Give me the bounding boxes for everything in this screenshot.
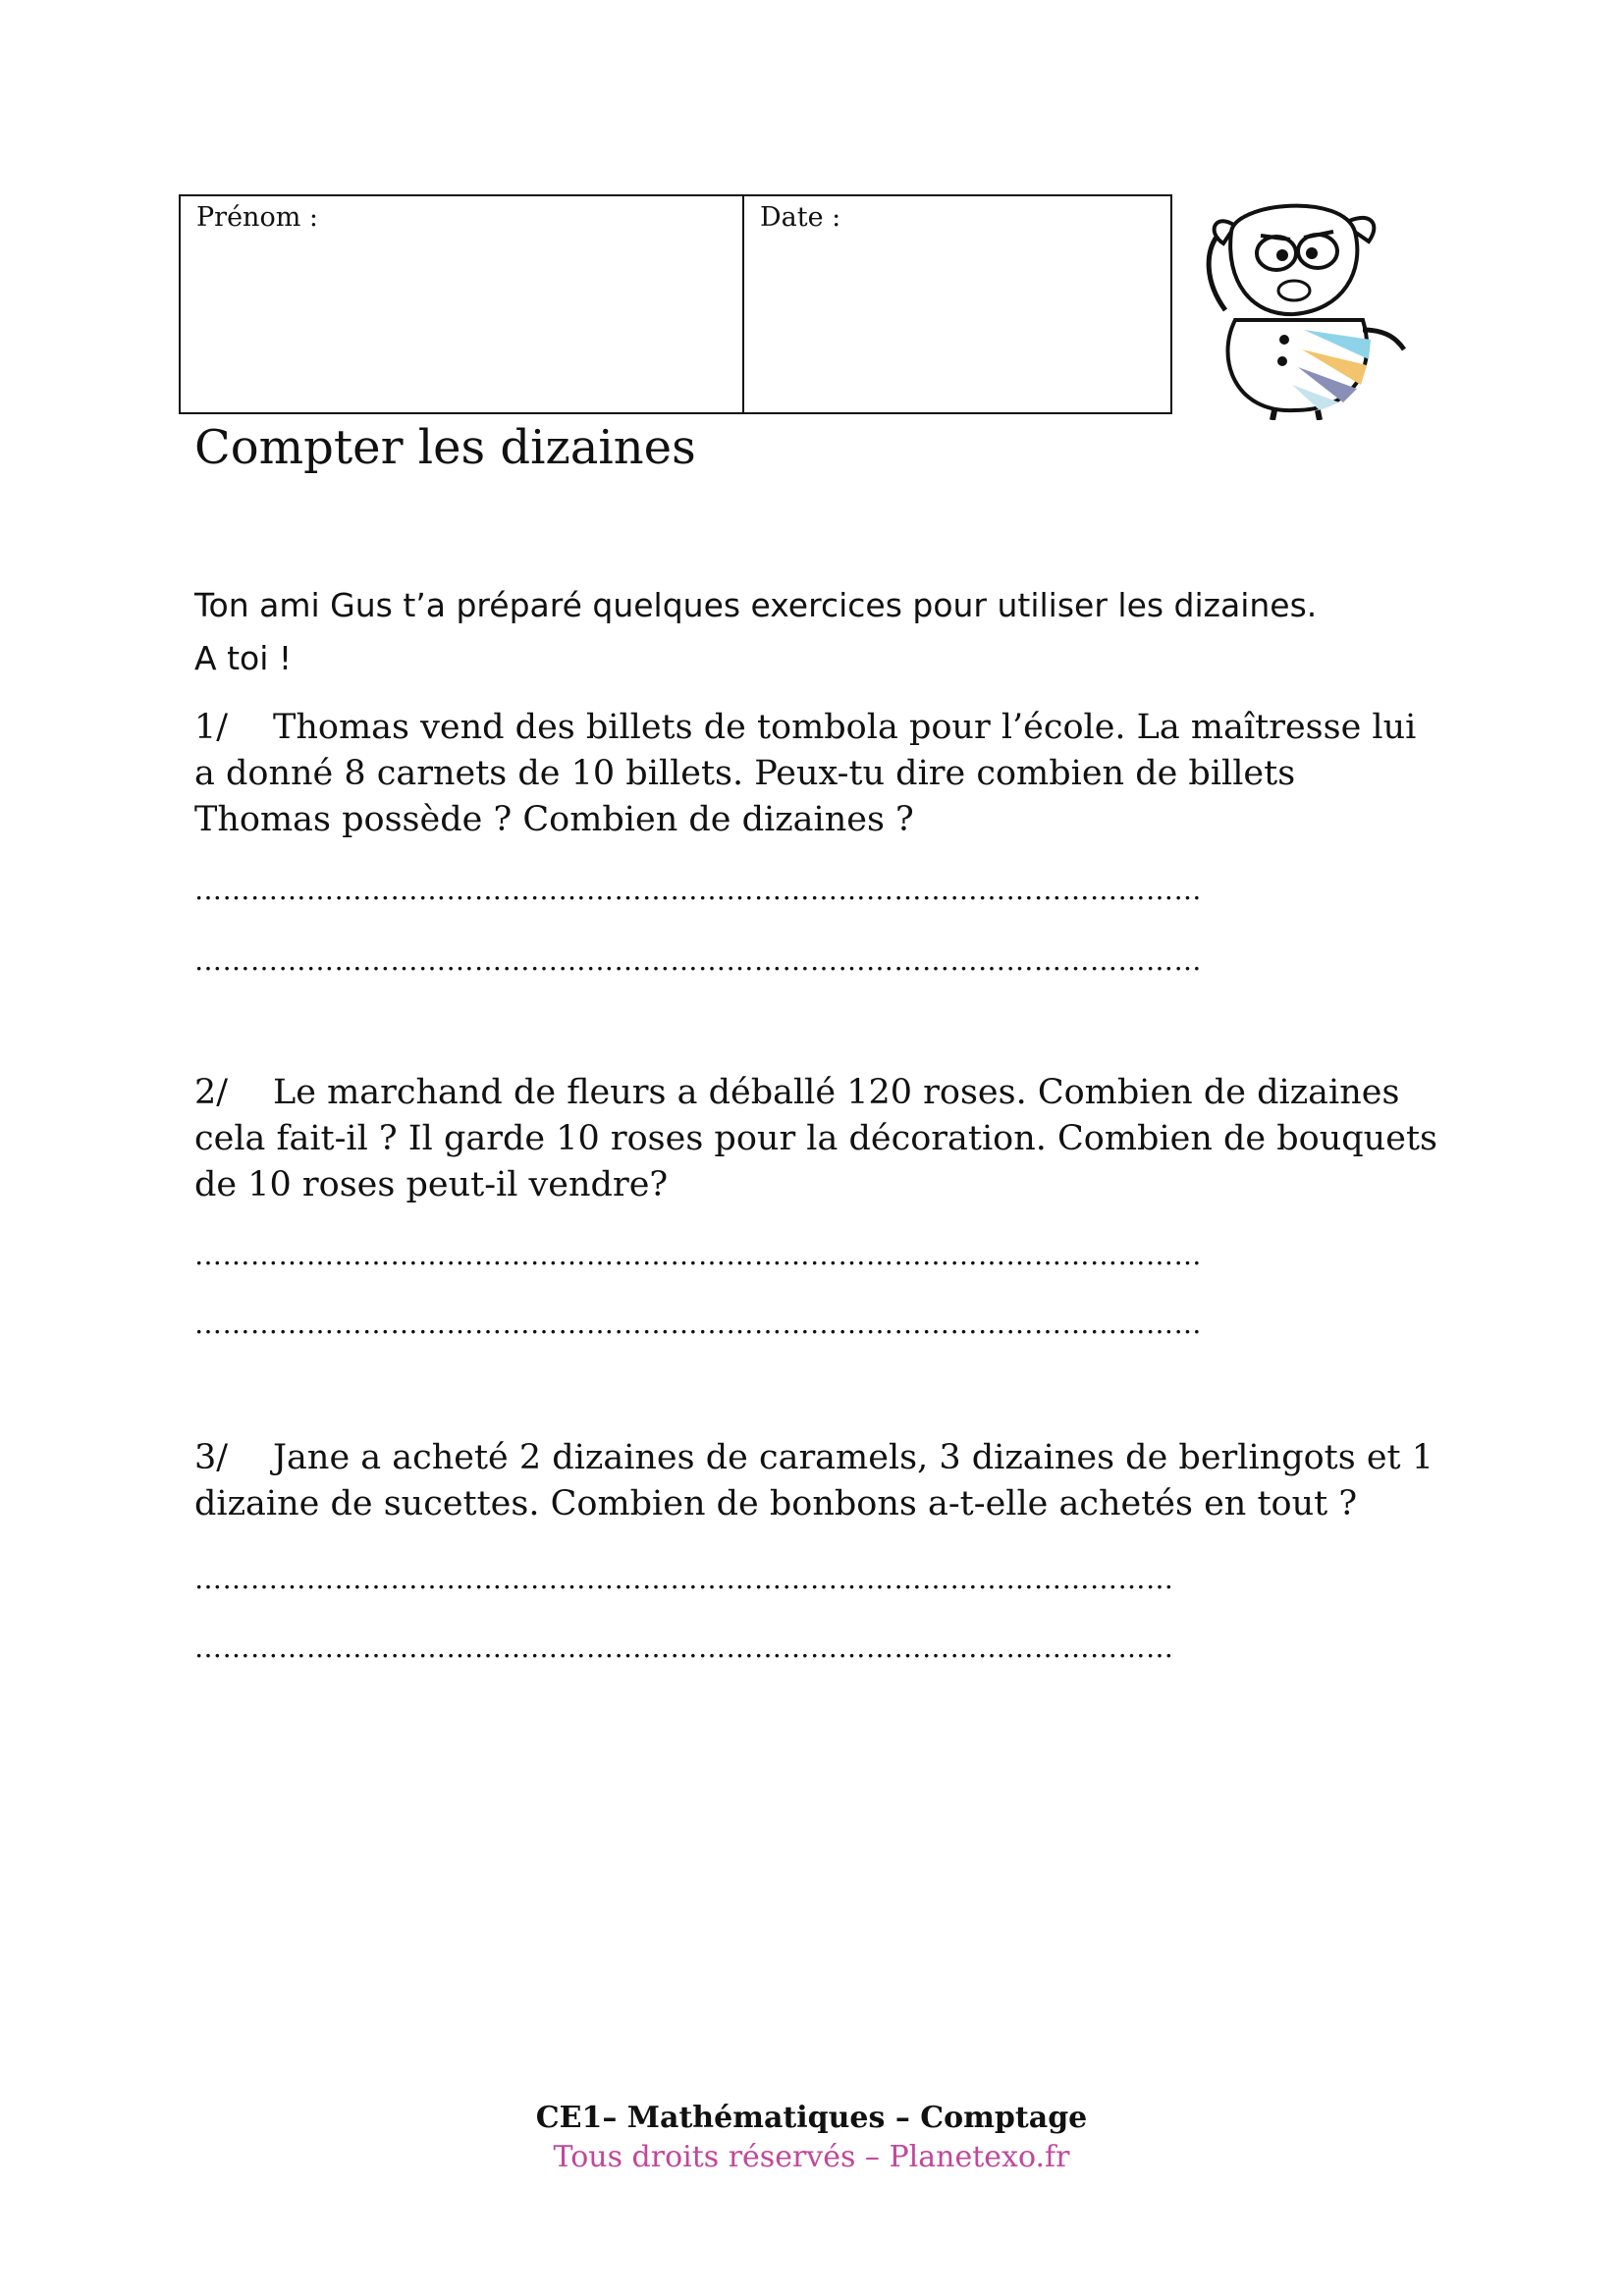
answer-line[interactable]: …………………………………………………………………………………………… [194,1563,1174,1595]
prenom-field[interactable] [181,196,744,412]
answer-line[interactable]: ……………………………………………………………………………………………… [194,1239,1202,1271]
answer-line[interactable]: ……………………………………………………………………………………………… [194,874,1202,906]
footer-copyright: Tous droits réservés – Planetexo.fr [553,2140,1070,2174]
intro-line-2: A toi ! [194,639,293,677]
exercise-number: 2/ [194,1073,229,1112]
exercise-number: 3/ [194,1438,229,1477]
exercise-text: Thomas vend des billets de tombola pour l’école. La maîtresse lui a donné 8 carnets de 10 billets. Peux-tu dire combien de billets Thomas possède ? Combien de dizaines ? [194,708,1417,839]
prenom-label: Prénom : [196,202,318,233]
sheep-mascot-icon [1196,192,1414,420]
date-label: Date : [760,202,841,233]
exercise-text: Jane a acheté 2 dizaines de caramels, 3 dizaines de berlingots et 1 dizaine de sucettes. Combien de bonbons a-t-elle achetés en tout ? [194,1438,1434,1523]
intro-text [194,579,1471,685]
answer-line[interactable]: ……………………………………………………………………………………………… [194,944,1202,977]
exercise-text: Le marchand de fleurs a déballé 120 roses. Combien de dizaines cela fait-il ? Il garde 10 roses pour la décoration. Combien de bouquets de 10 roses peut-il vendre? [194,1073,1437,1204]
footer-subject: CE1– Mathématiques – Comptage [535,2101,1088,2135]
exercise-3 [194,1435,1441,1527]
exercise-2 [194,1070,1441,1208]
date-field[interactable] [744,196,1170,412]
answer-line[interactable]: …………………………………………………………………………………………… [194,1631,1174,1664]
exercise-number: 1/ [194,708,229,747]
page-title: Compter les dizaines [194,420,696,475]
exercise-1 [194,705,1441,843]
student-info-table [179,194,1172,414]
intro-line-1: Ton ami Gus t’a préparé quelques exercices pour utiliser les dizaines. [194,586,1318,624]
answer-line[interactable]: ……………………………………………………………………………………………… [194,1308,1202,1340]
